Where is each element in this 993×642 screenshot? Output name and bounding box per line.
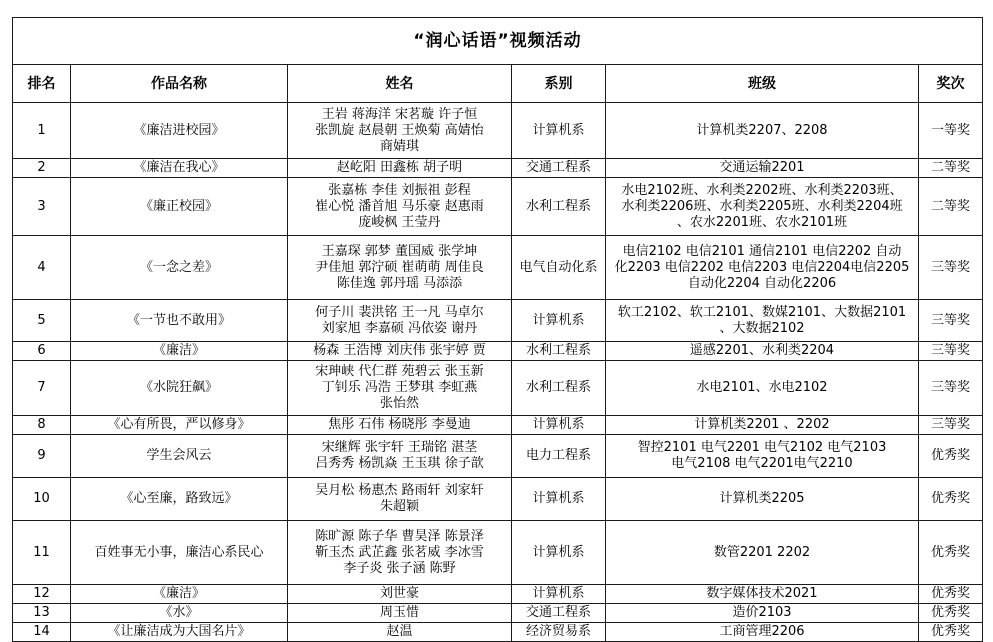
department-cell: 电气自动化系	[512, 236, 606, 300]
table-row	[13, 585, 983, 604]
names-cell: 赵温	[288, 623, 512, 642]
work-title-cell: 《廉正校园》	[71, 178, 288, 236]
award-cell: 优秀奖	[919, 521, 983, 585]
names-cell: 王嘉琛 郭梦 董国威 张学坤 尹佳旭 郭泞硕 崔萌萌 周佳良 陈佳逸 郭丹瑶 马添添	[288, 236, 512, 300]
work-title-cell: 学生会风云	[71, 435, 288, 478]
class-cell: 水电2102班、水利类2202班、水利类2203班、 水利类2206班、水利类2205班、水利类2204班 、农水2201班、农水2101班	[606, 178, 919, 236]
names-cell: 赵屹阳 田鑫栋 胡子明	[288, 159, 512, 178]
rank-cell: 6	[13, 342, 71, 361]
class-cell: 计算机类2201 、2202	[606, 416, 919, 435]
award-cell: 二等奖	[919, 178, 983, 236]
department-cell: 电力工程系	[512, 435, 606, 478]
department-cell: 计算机系	[512, 521, 606, 585]
class-cell: 水电2101、水电2102	[606, 361, 919, 416]
header-class: 班级	[606, 65, 919, 103]
rank-cell: 10	[13, 478, 71, 521]
department-cell: 计算机系	[512, 585, 606, 604]
header-names: 姓名	[288, 65, 512, 103]
table-row	[13, 300, 983, 342]
work-title-cell: 《廉洁》	[71, 342, 288, 361]
class-cell: 数管2201 2202	[606, 521, 919, 585]
work-title-cell: 《心有所畏，严以修身》	[71, 416, 288, 435]
names-cell: 王岩 蒋海洋 宋茗璇 许子恒 张凯旋 赵晨朝 王焕菊 高婧怡 商婧琪	[288, 103, 512, 159]
department-cell: 计算机系	[512, 103, 606, 159]
award-cell: 优秀奖	[919, 435, 983, 478]
table-body	[13, 103, 983, 642]
table-row	[13, 623, 983, 642]
award-cell: 二等奖	[919, 159, 983, 178]
award-table	[12, 17, 983, 642]
table-row	[13, 416, 983, 435]
award-cell: 三等奖	[919, 342, 983, 361]
award-cell: 优秀奖	[919, 478, 983, 521]
department-cell: 计算机系	[512, 416, 606, 435]
rank-cell: 13	[13, 604, 71, 623]
class-cell: 电信2102 电信2101 通信2101 电信2202 自动 化2203 电信2202 电信2203 电信2204电信2205 自动化2204 自动化2206	[606, 236, 919, 300]
names-cell: 杨森 王浩博 刘庆伟 张宇婷 贾	[288, 342, 512, 361]
header-row	[13, 65, 983, 103]
work-title-cell: 《水》	[71, 604, 288, 623]
award-cell: 优秀奖	[919, 623, 983, 642]
award-cell: 三等奖	[919, 416, 983, 435]
department-cell: 水利工程系	[512, 342, 606, 361]
award-cell: 优秀奖	[919, 604, 983, 623]
rank-cell: 12	[13, 585, 71, 604]
award-table-sheet	[12, 17, 982, 642]
rank-cell: 11	[13, 521, 71, 585]
names-cell: 何子川 裴洪铭 王一凡 马卓尔 刘家旭 李嘉硕 冯依姿 谢丹	[288, 300, 512, 342]
work-title-cell: 《心至廉，路致远》	[71, 478, 288, 521]
header-award: 奖次	[919, 65, 983, 103]
work-title-cell: 《水院狂飙》	[71, 361, 288, 416]
names-cell: 刘世豪	[288, 585, 512, 604]
award-cell: 三等奖	[919, 300, 983, 342]
table-row	[13, 521, 983, 585]
table-row	[13, 435, 983, 478]
rank-cell: 5	[13, 300, 71, 342]
work-title-cell: 《一节也不敢用》	[71, 300, 288, 342]
rank-cell: 3	[13, 178, 71, 236]
names-cell: 宋珅峡 代仁群 苑碧云 张玉新 丁钊乐 冯浩 王梦琪 李虹燕 张怡然	[288, 361, 512, 416]
department-cell: 交通工程系	[512, 159, 606, 178]
names-cell: 陈旷源 陈子华 曹昊泽 陈景泽 靳玉杰 武芷鑫 张茗威 李冰雪 李子炎 张子涵 陈野	[288, 521, 512, 585]
rank-cell: 7	[13, 361, 71, 416]
department-cell: 经济贸易系	[512, 623, 606, 642]
department-cell: 计算机系	[512, 300, 606, 342]
award-cell: 一等奖	[919, 103, 983, 159]
class-cell: 遥感2201、水利类2204	[606, 342, 919, 361]
class-cell: 智控2101 电气2201 电气2102 电气2103 电气2108 电气2201电气2210	[606, 435, 919, 478]
table-row	[13, 361, 983, 416]
names-cell: 张嘉栋 李佳 刘振祖 彭程 崔心悦 潘首旭 马乐豪 赵惠雨 庞峻枫 王莹丹	[288, 178, 512, 236]
class-cell: 数字媒体技术2021	[606, 585, 919, 604]
rank-cell: 4	[13, 236, 71, 300]
department-cell: 水利工程系	[512, 361, 606, 416]
class-cell: 软工2102、软工2101、数媒2101、大数据2101 、大数据2102	[606, 300, 919, 342]
department-cell: 水利工程系	[512, 178, 606, 236]
table-row	[13, 178, 983, 236]
names-cell: 宋继辉 张宇轩 王瑞铭 湛茎 吕秀秀 杨凯焱 王玉琪 徐子歆	[288, 435, 512, 478]
work-title-cell: 《廉洁》	[71, 585, 288, 604]
award-cell: 优秀奖	[919, 585, 983, 604]
header-rank: 排名	[13, 65, 71, 103]
class-cell: 计算机类2205	[606, 478, 919, 521]
rank-cell: 14	[13, 623, 71, 642]
work-title-cell: 《让廉洁成为大国名片》	[71, 623, 288, 642]
names-cell: 吴月松 杨惠杰 路雨轩 刘家轩 朱超颖	[288, 478, 512, 521]
table-title: “润心话语”视频活动	[13, 18, 983, 65]
award-cell: 三等奖	[919, 361, 983, 416]
work-title-cell: 《一念之差》	[71, 236, 288, 300]
table-row	[13, 604, 983, 623]
table-row	[13, 103, 983, 159]
class-cell: 造价2103	[606, 604, 919, 623]
rank-cell: 8	[13, 416, 71, 435]
award-cell: 三等奖	[919, 236, 983, 300]
table-row	[13, 342, 983, 361]
names-cell: 周玉惜	[288, 604, 512, 623]
class-cell: 工商管理2206	[606, 623, 919, 642]
rank-cell: 1	[13, 103, 71, 159]
names-cell: 焦彤 石伟 杨晓彤 李曼迪	[288, 416, 512, 435]
rank-cell: 2	[13, 159, 71, 178]
class-cell: 计算机类2207、2208	[606, 103, 919, 159]
class-cell: 交通运输2201	[606, 159, 919, 178]
table-row	[13, 159, 983, 178]
header-department: 系别	[512, 65, 606, 103]
work-title-cell: 《廉洁在我心》	[71, 159, 288, 178]
header-work-title: 作品名称	[71, 65, 288, 103]
rank-cell: 9	[13, 435, 71, 478]
table-row	[13, 478, 983, 521]
work-title-cell: 《廉洁进校园》	[71, 103, 288, 159]
work-title-cell: 百姓事无小事，廉洁心系民心	[71, 521, 288, 585]
table-row	[13, 236, 983, 300]
department-cell: 交通工程系	[512, 604, 606, 623]
department-cell: 计算机系	[512, 478, 606, 521]
